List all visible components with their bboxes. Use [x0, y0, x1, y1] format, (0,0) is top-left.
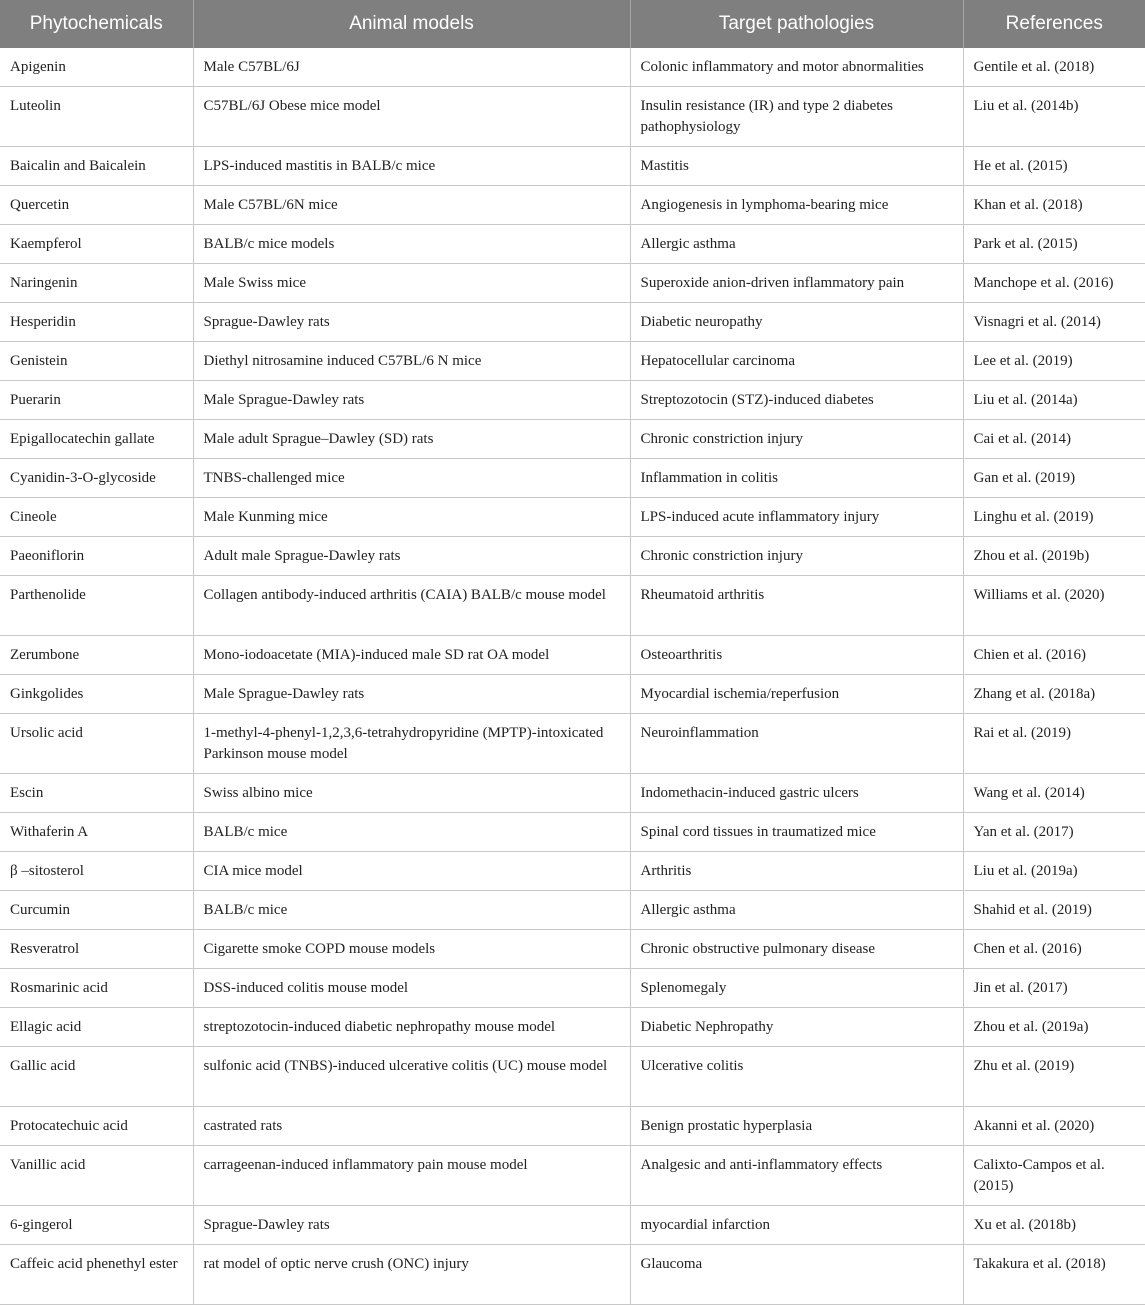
- cell-target-pathology: Ulcerative colitis: [630, 1047, 963, 1107]
- table-row: [0, 813, 1145, 852]
- table-row: [0, 48, 1145, 87]
- cell-animal-model: Mono-iodoacetate (MIA)-induced male SD rat OA model: [193, 636, 630, 675]
- cell-target-pathology: Streptozotocin (STZ)-induced diabetes: [630, 381, 963, 420]
- cell-reference: Chien et al. (2016): [963, 636, 1145, 675]
- cell-reference: Williams et al. (2020): [963, 576, 1145, 636]
- table-row: [0, 1047, 1145, 1107]
- table-row: [0, 1107, 1145, 1146]
- cell-animal-model: Adult male Sprague-Dawley rats: [193, 537, 630, 576]
- cell-animal-model: Collagen antibody-induced arthritis (CAIA) BALB/c mouse model: [193, 576, 630, 636]
- cell-reference: Jin et al. (2017): [963, 969, 1145, 1008]
- cell-phytochemical: Hesperidin: [0, 303, 193, 342]
- cell-animal-model: Male Sprague-Dawley rats: [193, 381, 630, 420]
- cell-target-pathology: Colonic inflammatory and motor abnormalities: [630, 48, 963, 87]
- cell-phytochemical: Ursolic acid: [0, 714, 193, 774]
- cell-phytochemical: Epigallocatechin gallate: [0, 420, 193, 459]
- cell-reference: Yan et al. (2017): [963, 813, 1145, 852]
- table-row: [0, 636, 1145, 675]
- cell-animal-model: Male adult Sprague–Dawley (SD) rats: [193, 420, 630, 459]
- cell-animal-model: BALB/c mice: [193, 813, 630, 852]
- cell-phytochemical: Ginkgolides: [0, 675, 193, 714]
- cell-phytochemical: Apigenin: [0, 48, 193, 87]
- cell-phytochemical: Genistein: [0, 342, 193, 381]
- table-row: [0, 1245, 1145, 1305]
- table-row: [0, 714, 1145, 774]
- cell-phytochemical: Quercetin: [0, 186, 193, 225]
- cell-reference: Shahid et al. (2019): [963, 891, 1145, 930]
- table-row: [0, 420, 1145, 459]
- cell-reference: Gentile et al. (2018): [963, 48, 1145, 87]
- cell-reference: Wang et al. (2014): [963, 774, 1145, 813]
- header-phytochemicals: Phytochemicals: [0, 0, 193, 48]
- cell-target-pathology: Glaucoma: [630, 1245, 963, 1305]
- cell-target-pathology: Benign prostatic hyperplasia: [630, 1107, 963, 1146]
- cell-reference: Lee et al. (2019): [963, 342, 1145, 381]
- cell-target-pathology: Superoxide anion-driven inflammatory pain: [630, 264, 963, 303]
- cell-reference: Liu et al. (2014a): [963, 381, 1145, 420]
- cell-phytochemical: Caffeic acid phenethyl ester: [0, 1245, 193, 1305]
- table-row: [0, 675, 1145, 714]
- cell-reference: Zhou et al. (2019b): [963, 537, 1145, 576]
- table-row: [0, 891, 1145, 930]
- table-row: [0, 774, 1145, 813]
- cell-animal-model: LPS-induced mastitis in BALB/c mice: [193, 147, 630, 186]
- cell-animal-model: Male Swiss mice: [193, 264, 630, 303]
- cell-animal-model: Diethyl nitrosamine induced C57BL/6 N mice: [193, 342, 630, 381]
- cell-target-pathology: Neuroinflammation: [630, 714, 963, 774]
- cell-animal-model: rat model of optic nerve crush (ONC) injury: [193, 1245, 630, 1305]
- cell-phytochemical: Kaempferol: [0, 225, 193, 264]
- cell-phytochemical: Vanillic acid: [0, 1146, 193, 1206]
- cell-animal-model: Male C57BL/6J: [193, 48, 630, 87]
- cell-phytochemical: Parthenolide: [0, 576, 193, 636]
- cell-phytochemical: Protocatechuic acid: [0, 1107, 193, 1146]
- table-row: [0, 852, 1145, 891]
- table-row: [0, 1008, 1145, 1047]
- cell-target-pathology: Osteoarthritis: [630, 636, 963, 675]
- cell-target-pathology: Spinal cord tissues in traumatized mice: [630, 813, 963, 852]
- table-row: [0, 459, 1145, 498]
- cell-reference: Xu et al. (2018b): [963, 1206, 1145, 1245]
- cell-phytochemical: Cineole: [0, 498, 193, 537]
- table-row: [0, 264, 1145, 303]
- cell-phytochemical: Cyanidin-3-O-glycoside: [0, 459, 193, 498]
- cell-phytochemical: Rosmarinic acid: [0, 969, 193, 1008]
- cell-phytochemical: Curcumin: [0, 891, 193, 930]
- table-row: [0, 537, 1145, 576]
- cell-target-pathology: Chronic constriction injury: [630, 537, 963, 576]
- cell-reference: Park et al. (2015): [963, 225, 1145, 264]
- cell-target-pathology: Splenomegaly: [630, 969, 963, 1008]
- cell-reference: Chen et al. (2016): [963, 930, 1145, 969]
- cell-reference: Cai et al. (2014): [963, 420, 1145, 459]
- header-references: References: [963, 0, 1145, 48]
- cell-target-pathology: Indomethacin-induced gastric ulcers: [630, 774, 963, 813]
- cell-animal-model: Male Sprague-Dawley rats: [193, 675, 630, 714]
- cell-reference: He et al. (2015): [963, 147, 1145, 186]
- cell-target-pathology: Insulin resistance (IR) and type 2 diabetes pathophysiology: [630, 87, 963, 147]
- table-row: [0, 498, 1145, 537]
- header-row: [0, 0, 1145, 48]
- cell-target-pathology: Chronic obstructive pulmonary disease: [630, 930, 963, 969]
- cell-animal-model: CIA mice model: [193, 852, 630, 891]
- cell-animal-model: Male Kunming mice: [193, 498, 630, 537]
- cell-target-pathology: myocardial infarction: [630, 1206, 963, 1245]
- cell-animal-model: Male C57BL/6N mice: [193, 186, 630, 225]
- cell-target-pathology: Myocardial ischemia/reperfusion: [630, 675, 963, 714]
- cell-reference: Manchope et al. (2016): [963, 264, 1145, 303]
- table-row: [0, 147, 1145, 186]
- cell-animal-model: DSS-induced colitis mouse model: [193, 969, 630, 1008]
- cell-animal-model: C57BL/6J Obese mice model: [193, 87, 630, 147]
- cell-phytochemical: Zerumbone: [0, 636, 193, 675]
- cell-reference: Linghu et al. (2019): [963, 498, 1145, 537]
- cell-animal-model: carrageenan-induced inflammatory pain mouse model: [193, 1146, 630, 1206]
- table-row: [0, 87, 1145, 147]
- cell-reference: Khan et al. (2018): [963, 186, 1145, 225]
- cell-phytochemical: Baicalin and Baicalein: [0, 147, 193, 186]
- cell-target-pathology: Hepatocellular carcinoma: [630, 342, 963, 381]
- header-animal-models: Animal models: [193, 0, 630, 48]
- table-header: [0, 0, 1145, 48]
- table-body: [0, 48, 1145, 1305]
- cell-phytochemical: Escin: [0, 774, 193, 813]
- cell-target-pathology: Inflammation in colitis: [630, 459, 963, 498]
- cell-target-pathology: Allergic asthma: [630, 225, 963, 264]
- cell-target-pathology: Diabetic neuropathy: [630, 303, 963, 342]
- cell-animal-model: TNBS-challenged mice: [193, 459, 630, 498]
- cell-reference: Liu et al. (2014b): [963, 87, 1145, 147]
- cell-animal-model: BALB/c mice: [193, 891, 630, 930]
- cell-reference: Visnagri et al. (2014): [963, 303, 1145, 342]
- cell-animal-model: Sprague-Dawley rats: [193, 303, 630, 342]
- table-row: [0, 342, 1145, 381]
- cell-target-pathology: Arthritis: [630, 852, 963, 891]
- cell-phytochemical: Luteolin: [0, 87, 193, 147]
- cell-target-pathology: Diabetic Nephropathy: [630, 1008, 963, 1047]
- cell-target-pathology: Rheumatoid arthritis: [630, 576, 963, 636]
- table-row: [0, 381, 1145, 420]
- cell-phytochemical: Withaferin A: [0, 813, 193, 852]
- cell-phytochemical: Ellagic acid: [0, 1008, 193, 1047]
- cell-target-pathology: Allergic asthma: [630, 891, 963, 930]
- cell-target-pathology: LPS-induced acute inflammatory injury: [630, 498, 963, 537]
- cell-target-pathology: Mastitis: [630, 147, 963, 186]
- table-row: [0, 303, 1145, 342]
- cell-reference: Zhang et al. (2018a): [963, 675, 1145, 714]
- cell-animal-model: Cigarette smoke COPD mouse models: [193, 930, 630, 969]
- cell-animal-model: streptozotocin-induced diabetic nephropathy mouse model: [193, 1008, 630, 1047]
- cell-phytochemical: 6-gingerol: [0, 1206, 193, 1245]
- table-row: [0, 576, 1145, 636]
- cell-animal-model: BALB/c mice models: [193, 225, 630, 264]
- table-row: [0, 186, 1145, 225]
- table-row: [0, 225, 1145, 264]
- cell-phytochemical: Gallic acid: [0, 1047, 193, 1107]
- cell-reference: Calixto-Campos et al. (2015): [963, 1146, 1145, 1206]
- cell-reference: Zhou et al. (2019a): [963, 1008, 1145, 1047]
- table-row: [0, 1206, 1145, 1245]
- header-target-pathologies: Target pathologies: [630, 0, 963, 48]
- cell-animal-model: sulfonic acid (TNBS)-induced ulcerative colitis (UC) mouse model: [193, 1047, 630, 1107]
- cell-phytochemical: Resveratrol: [0, 930, 193, 969]
- cell-animal-model: castrated rats: [193, 1107, 630, 1146]
- cell-animal-model: 1-methyl-4-phenyl-1,2,3,6-tetrahydropyridine (MPTP)-intoxicated Parkinson mouse model: [193, 714, 630, 774]
- cell-phytochemical: Naringenin: [0, 264, 193, 303]
- cell-phytochemical: Paeoniflorin: [0, 537, 193, 576]
- cell-phytochemical: Puerarin: [0, 381, 193, 420]
- table-row: [0, 930, 1145, 969]
- cell-reference: Zhu et al. (2019): [963, 1047, 1145, 1107]
- cell-reference: Gan et al. (2019): [963, 459, 1145, 498]
- cell-target-pathology: Chronic constriction injury: [630, 420, 963, 459]
- cell-reference: Akanni et al. (2020): [963, 1107, 1145, 1146]
- cell-target-pathology: Analgesic and anti-inflammatory effects: [630, 1146, 963, 1206]
- cell-target-pathology: Angiogenesis in lymphoma-bearing mice: [630, 186, 963, 225]
- cell-reference: Takakura et al. (2018): [963, 1245, 1145, 1305]
- cell-animal-model: Swiss albino mice: [193, 774, 630, 813]
- cell-reference: Rai et al. (2019): [963, 714, 1145, 774]
- cell-animal-model: Sprague-Dawley rats: [193, 1206, 630, 1245]
- cell-phytochemical: β –sitosterol: [0, 852, 193, 891]
- table-row: [0, 969, 1145, 1008]
- table-row: [0, 1146, 1145, 1206]
- cell-reference: Liu et al. (2019a): [963, 852, 1145, 891]
